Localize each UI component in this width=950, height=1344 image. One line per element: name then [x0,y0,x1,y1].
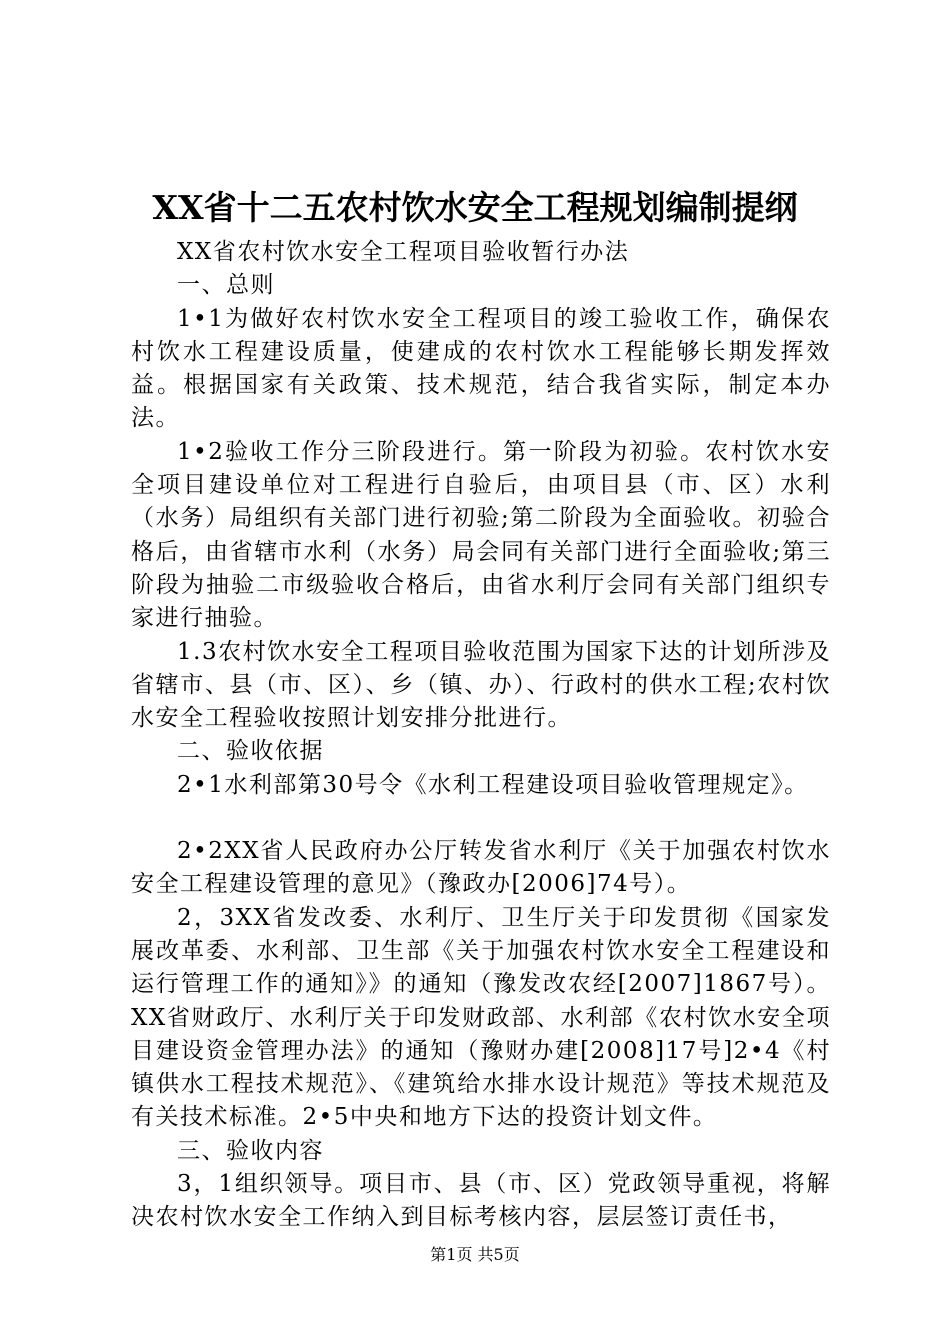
section-heading-content: 三、验收内容 [177,1137,324,1164]
paragraph-1-3: 1.3农村饮水安全工程项目验收范围为国家下达的计划所涉及省辖市、县（市、区）、乡（镇、办）、行政村的供水工程;农村饮水安全工程验收按照计划安排分批进行。 [131,638,831,732]
paragraph-3-1: 3，1组织领导。项目市、县（市、区）党政领导重视，将解决农村饮水安全工作纳入到目标考核内容，层层签订责任书， [131,1171,831,1231]
section-heading-basis: 二、验收依据 [177,738,324,765]
paragraph-2-3: 2，3XX省发改委、水利厅、卫生厅关于印发贯彻《国家发展改革委、水利部、卫生部《关于加强农村饮水安全工程建设和运行管理工作的通知》》的通知（豫发改农经[2007]1867号）。XX省财政厅、水利厅关于印发财政部、水利部《农村饮水安全项目建设资金管理办法》的通知（豫财办建[2008]17号]2•4《村镇供水工程技术规范》、《建筑给水排水设计规范》等技术规范及有关技术标准。2•5中央和地方下达的投资计划文件。 [131,904,831,1131]
section-heading-general: 一、总则 [177,272,275,299]
paragraph-2-1: 2•1水利部第30号令《水利工程建设项目验收管理规定》。 [177,771,809,798]
page-indicator: 第1页 共5页 [430,1245,520,1264]
document-title: XX省十二五农村饮水安全工程规划编制提纲 [152,188,798,227]
document-body [131,236,831,1235]
subtitle-paragraph: XX省农村饮水安全工程项目验收暂行办法 [177,239,630,265]
paragraph-1-1: 1•1为做好农村饮水安全工程项目的竣工验收工作，确保农村饮水工程建设质量，使建成的农村饮水工程能够长期发挥效益。根据国家有关政策、技术规范，结合我省实际，制定本办法。 [131,305,831,432]
paragraph-2-2: 2•2XX省人民政府办公厅转发省水利厅《关于加强农村饮水安全工程建设管理的意见》（豫政办[2006]74号）。 [131,838,831,898]
paragraph-1-2: 1•2验收工作分三阶段进行。第一阶段为初验。农村饮水安全项目建设单位对工程进行自验后，由项目县（市、区）水利（水务）局组织有关部门进行初验;第二阶段为全面验收。初验合格后，由省辖市水利（水务）局会同有关部门进行全面验收;第三阶段为抽验二市级验收合格后，由省水利厅会同有关部门组织专家进行抽验。 [131,438,831,632]
